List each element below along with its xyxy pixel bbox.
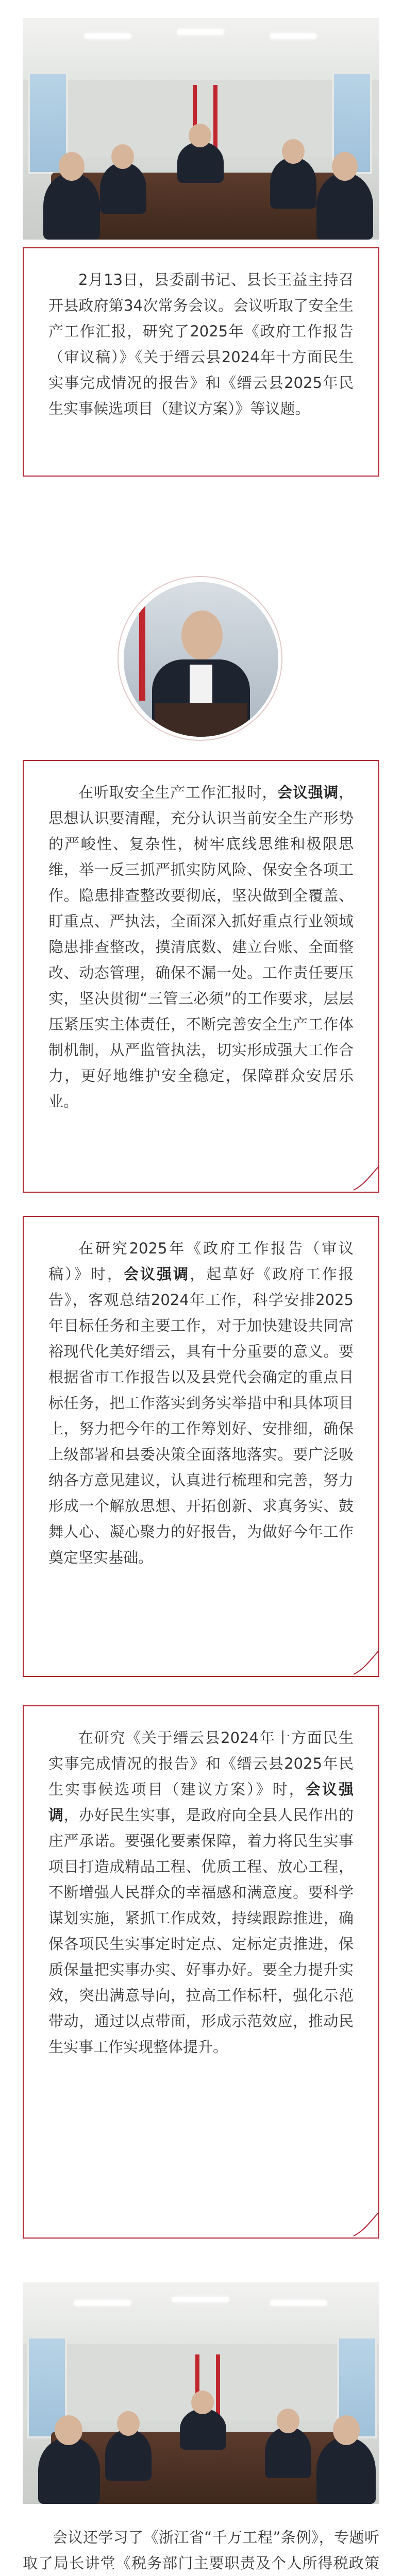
closing-section: [23, 2524, 379, 2576]
meeting-photo-top: [23, 18, 379, 240]
section-report-strong: 会议强调: [123, 1265, 190, 1283]
section-report-text: [48, 1235, 354, 1570]
intro-text: 2月13日，县委副书记、县长王益主持召开县政府第34次常务会议。会议听取了安全生产工作汇报，研究了2025年《政府工作报告（审议稿）》《关于缙云县2024年十方面民生实事完成情况的报告》和《缙云县2025年民生实事候选项目（建议方案）》等议题。: [48, 271, 354, 417]
speaker-portrait: [124, 582, 278, 737]
section-report-box: [23, 1216, 379, 1677]
section-report-lead: 在研究2025年《政府工作报告（审议稿）》时，: [48, 1240, 354, 1283]
section-livelihood-text: [48, 1725, 354, 2060]
section-safety-text: [48, 779, 354, 1114]
section-safety-body: ，思想认识要清醒，充分认识当前安全生产形势的严峻性、复杂性，树牢底线思维和极限思维，举一反三抓严抓实防风险、保安全各项工作。隐患排查整改要彻底，坚决做到全覆盖、盯重点、严执法，全面深入抓好重点行业领域隐患排查整改，摸清底数、建立台账、全面整改、动态管理，确保不漏一处。工作责任要压实，坚决贯彻“三管三必须”的工作要求，层层压紧压实主体责任，不断完善安全生产工作体制机制，从严监管执法，切实形成强大工作合力，更好地维护安全稳定，保障群众安居乐业。: [48, 784, 354, 1110]
section-livelihood-strong: 会议强调: [48, 1781, 354, 1824]
section-livelihood-lead: 在研究《关于缙云县2024年十方面民生实事完成情况的报告》和《缙云县2025年民生实事候选项目（建议方案）》时，: [48, 1729, 354, 1798]
section-safety-strong: 会议强调: [277, 784, 339, 801]
corner-wave-icon: [348, 1646, 379, 1677]
closing-paragraph-1: 会议还学习了《浙江省“千万工程”条例》，专题听取了局长讲堂《税务部门主要职责及个人所得税政策: [23, 2529, 379, 2572]
meeting-photo-bottom: [23, 2282, 379, 2504]
section-safety-lead: 在听取安全生产工作汇报时，: [78, 784, 278, 801]
section-safety-box: [23, 760, 379, 1193]
intro-box: [23, 247, 379, 477]
section-livelihood-body: ，办好民生实事，是政府向全县人民作出的庄严承诺。要强化要素保障，着力将民生实事项目打造成精品工程、优质工程、放心工程，不断增强人民群众的幸福感和满意度。要科学谋划实施，紧抓工作成效，持续跟踪推进，确保各项民生实事定时定点、定标定责推进，保质保量把实事办实、好事办好。要全力提升实效，突出满意导向，拉高工作标杆，强化示范带动，通过以点带面，形成示范效应，推动民生实事工作实现整体提升。: [48, 1806, 354, 2056]
section-report-body: ，起草好《政府工作报告》，客观总结2024年工作，科学安排2025年目标任务和主要工作，对于加快建设共同富裕现代化美好缙云，具有十分重要的意义。要根据省市工作报告以及县党代会确定的重点目标任务，把工作落实到务实举措中和具体项目上，努力把今年的工作筹划好、安排细，确保上级部署和县委决策全面落地落实。要广泛吸纳各方意见建议，认真进行梳理和完善，努力形成一个解放思想、开拓创新、求真务实、鼓舞人心、凝心聚力的好报告，为做好今年工作奠定坚实基础。: [48, 1265, 354, 1566]
corner-wave-icon: [348, 2208, 379, 2239]
corner-wave-icon: [348, 1162, 379, 1193]
section-livelihood-box: [23, 1705, 379, 2239]
